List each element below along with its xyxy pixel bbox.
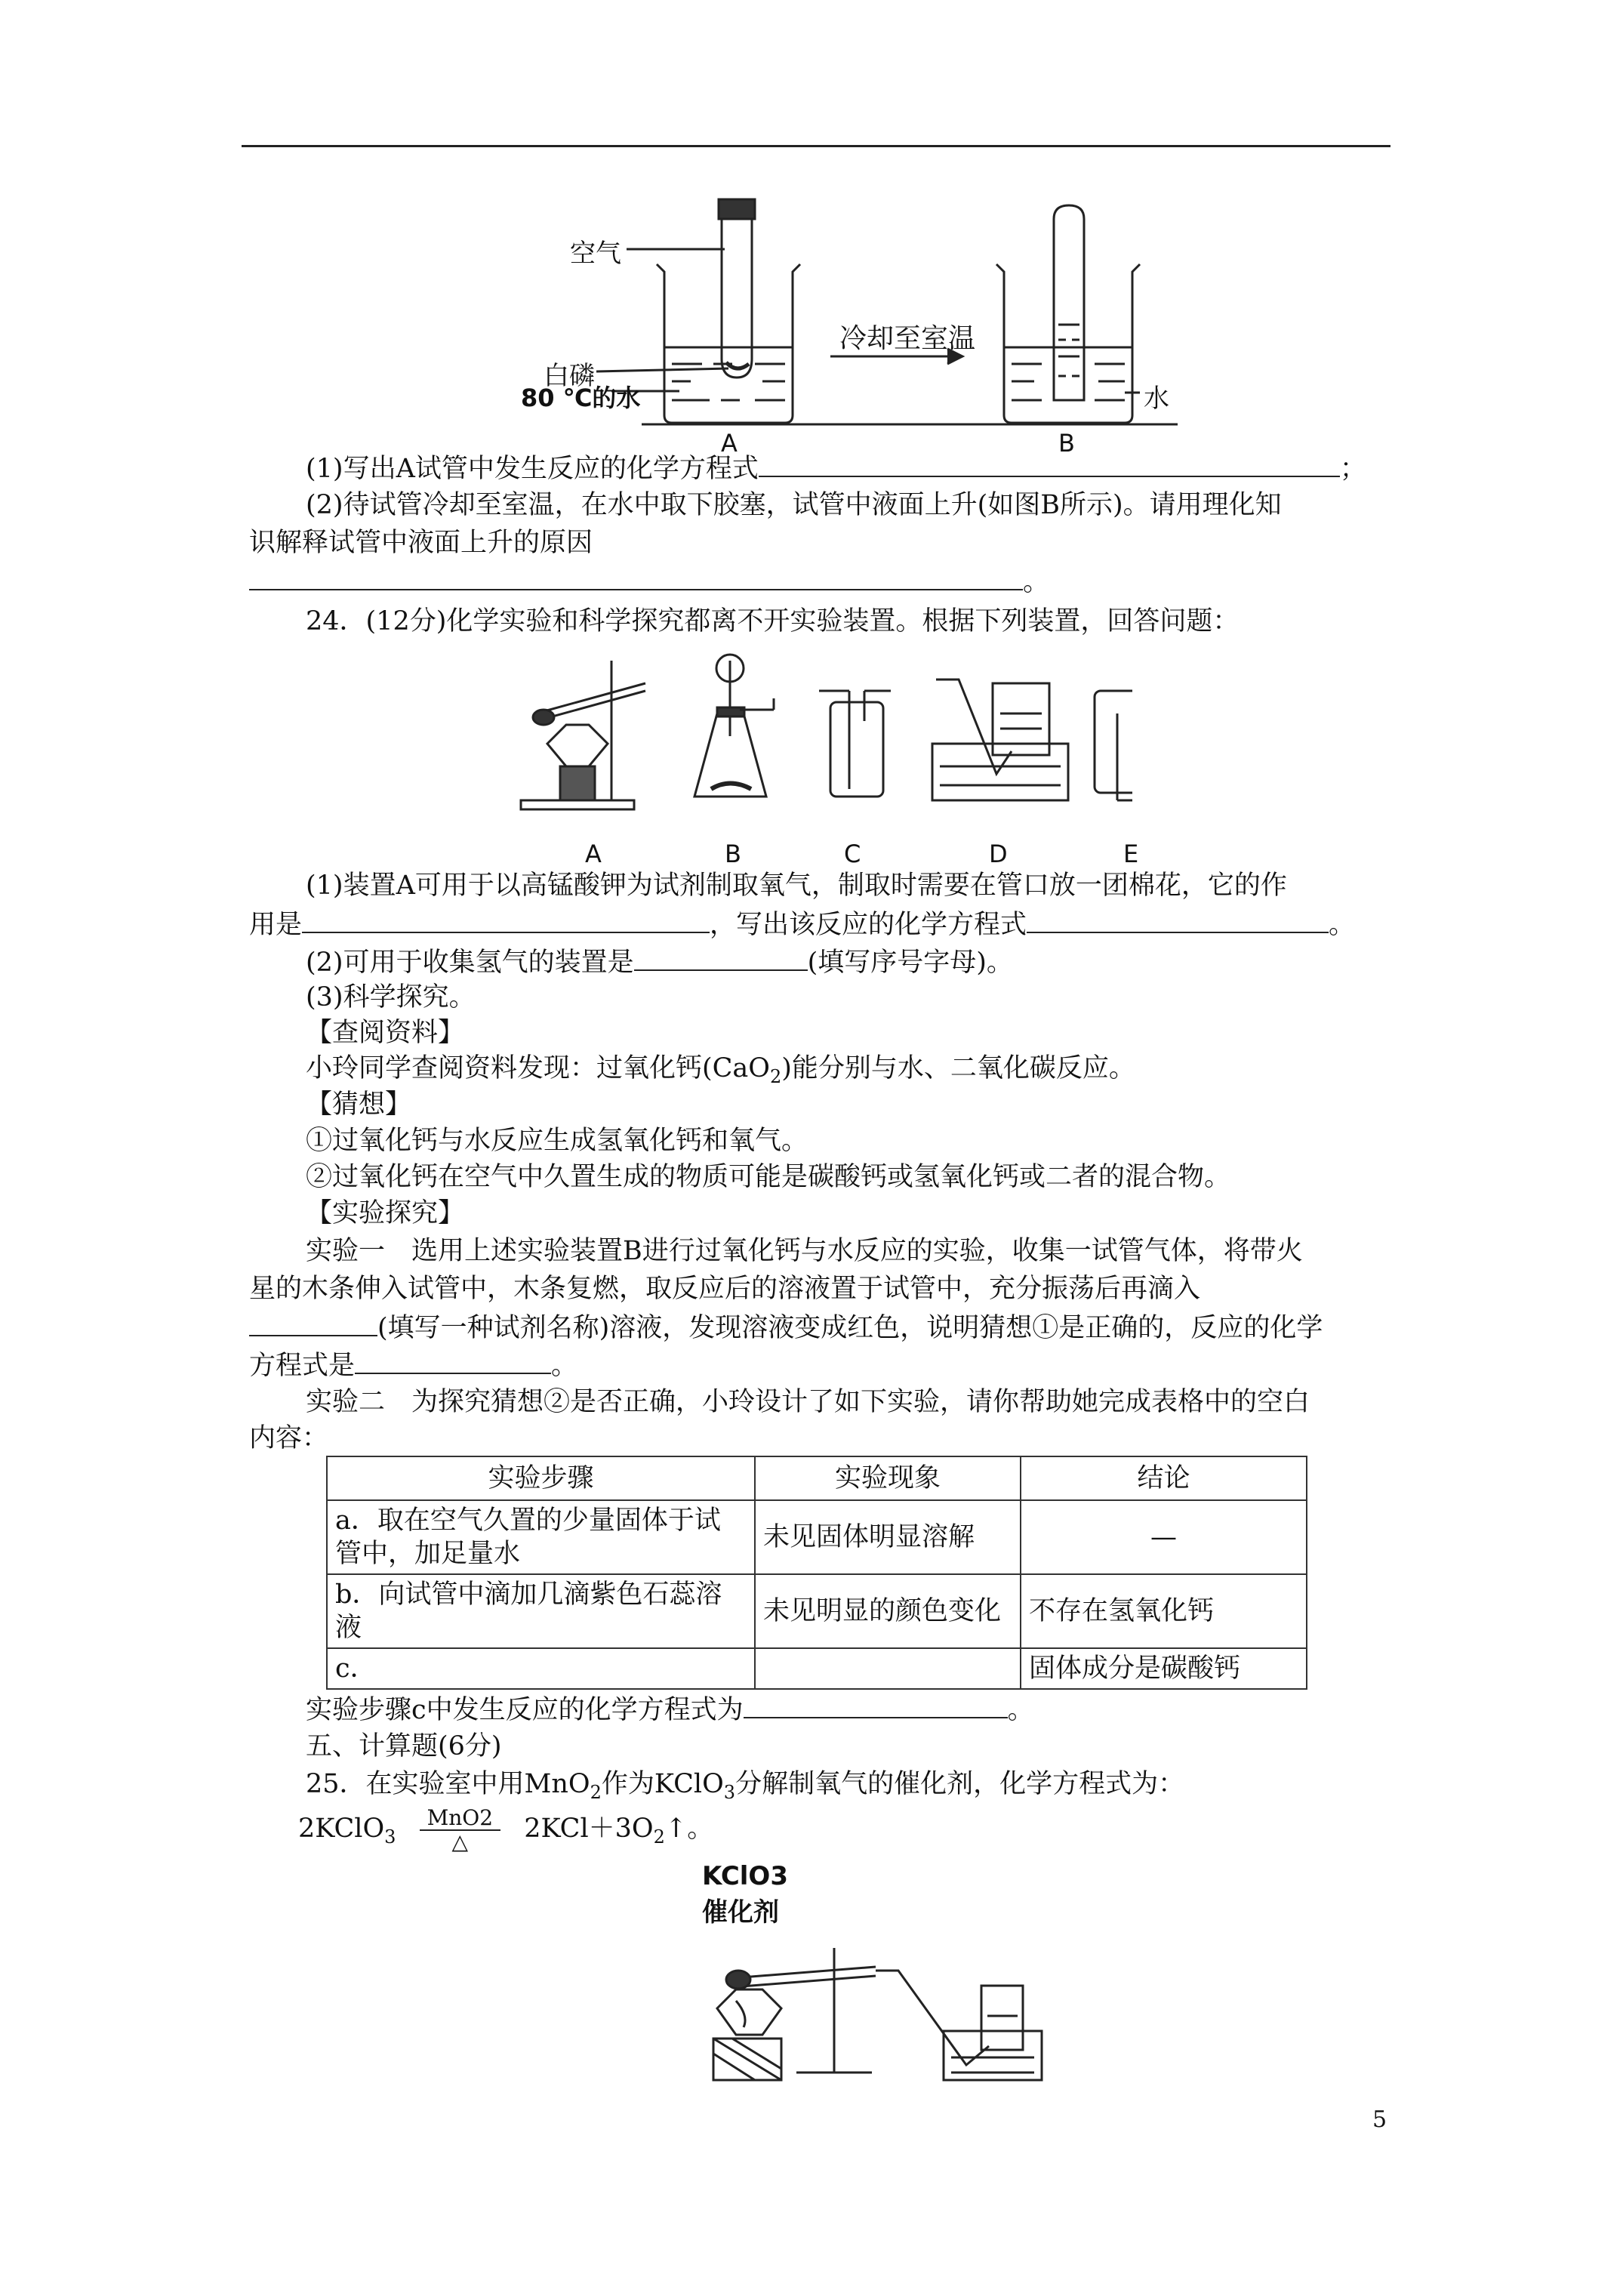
- table-cell: c．: [327, 1648, 755, 1689]
- page-number: 5: [1372, 2106, 1387, 2133]
- q23-part2-line2: 识解释试管中液面上升的原因: [249, 528, 593, 558]
- apparatus-label-e: E: [1123, 840, 1139, 868]
- figure-kclo3-apparatus: [702, 1933, 1095, 2084]
- exp1-line2: 星的木条伸入试管中，木条复燃，取反应后的溶液置于试管中，充分振荡后再滴入: [249, 1274, 1201, 1304]
- apparatus-label-c: C: [844, 840, 861, 868]
- table-cell: 固体成分是碳酸钙: [1021, 1648, 1307, 1689]
- table-cell: —: [1021, 1500, 1307, 1574]
- q24-hydrogen-device-blank[interactable]: [634, 944, 808, 971]
- figure-apparatus: [513, 646, 1132, 842]
- table-cell-blank[interactable]: [755, 1648, 1021, 1689]
- ref-text: 小玲同学查阅资料发现：过氧化钙(CaO$_2$)能分别与水、二氧化碳反应。: [306, 1053, 1135, 1087]
- header-rule: [242, 145, 1390, 147]
- fig-catalyst-label: 催化剂: [702, 1897, 779, 1928]
- q24-part1-line2: 用是 ，写出该反应的化学方程式 。: [249, 906, 1389, 942]
- apparatus-label-a: A: [585, 840, 602, 868]
- table-header-row: [327, 1456, 1307, 1500]
- q24-part3: (3)科学探究。: [306, 982, 476, 1012]
- q25-text: 25．在实验室中用MnO$_2$作为KClO$_3$分解制氧气的催化剂，化学方程式为：: [306, 1769, 1185, 1803]
- exp1-line4: 方程式是 。: [249, 1347, 1389, 1383]
- label-80c-water: 80 ℃的水: [521, 384, 641, 412]
- step-c-equation-blank[interactable]: [744, 1691, 1008, 1718]
- apparatus-label-d: D: [989, 840, 1008, 868]
- label-cool-to-room-temp: 冷却至室温: [839, 323, 976, 354]
- guess-heading: 【猜想】: [306, 1089, 412, 1120]
- guess-2: ②过氧化钙在空气中久置生成的物质可能是碳酸钙或氢氧化钙或二者的混合物。: [306, 1162, 1231, 1192]
- q24-part2: (2)可用于收集氢气的装置是 (填写序号字母)。: [306, 944, 1389, 980]
- table-cell: a．取在空气久置的少量固体于试管中，加足量水: [327, 1500, 755, 1574]
- ref-heading: 【查阅资料】: [306, 1018, 465, 1048]
- q23-part2-line3: 。: [249, 563, 1389, 599]
- q23-part2-line1: (2)待试管冷却至室温，在水中取下胶塞，试管中液面上升(如图B所示)。请用理化知: [306, 490, 1282, 520]
- section5-heading: 五、计算题(6分): [306, 1731, 502, 1761]
- apparatus-label-b: B: [725, 840, 741, 868]
- table-cell: 不存在氢氧化钙: [1021, 1574, 1307, 1648]
- exp2-line1: 实验二 为探究猜想②是否正确，小玲设计了如下实验，请你帮助她完成表格中的空白: [306, 1387, 1310, 1417]
- table-row: [327, 1500, 1307, 1574]
- q24-cotton-purpose-blank[interactable]: [302, 906, 710, 933]
- q24-equation-blank[interactable]: [1027, 906, 1329, 933]
- explore-heading: 【实验探究】: [306, 1198, 465, 1228]
- table-row: [327, 1648, 1307, 1689]
- label-water: 水: [1144, 384, 1169, 414]
- q25-equation: 2KClO$_3$ MnO2 △ $2KCl+3O_2↑$。: [298, 1804, 714, 1854]
- exp1-equation-blank[interactable]: [355, 1347, 551, 1374]
- table-row: [327, 1574, 1307, 1648]
- table-header: 结论: [1021, 1456, 1307, 1500]
- reaction-condition: MnO2 △: [420, 1807, 500, 1854]
- exp1-line1: 实验一 选用上述实验装置B进行过氧化钙与水反应的实验，收集一试管气体，将带火: [306, 1236, 1303, 1266]
- table-cell: 未见明显的颜色变化: [755, 1574, 1021, 1648]
- fig-kclo3-label: KClO3: [702, 1861, 788, 1891]
- exp1-line3: (填写一种试剂名称)溶液，发现溶液变成红色，说明猜想①是正确的，反应的化学: [249, 1309, 1389, 1345]
- exp2-line2: 内容：: [249, 1423, 329, 1453]
- table-cell: b．向试管中滴加几滴紫色石蕊溶液: [327, 1574, 755, 1648]
- experiment-table: [326, 1456, 1307, 1690]
- figure-phosphorus-experiment: [513, 189, 1223, 461]
- q23-answer-blank-1[interactable]: [759, 450, 1340, 477]
- q23-answer-blank-2[interactable]: [249, 563, 1023, 590]
- label-a: A: [721, 429, 738, 458]
- table-header: 实验现象: [755, 1456, 1021, 1500]
- guess-1: ①过氧化钙与水反应生成氢氧化钙和氧气。: [306, 1126, 808, 1156]
- q24-part1-line1: (1)装置A可用于以高锰酸钾为试剂制取氧气，制取时需要在管口放一团棉花，它的作: [306, 871, 1287, 901]
- table-header: 实验步骤: [327, 1456, 755, 1500]
- label-air: 空气: [570, 239, 621, 269]
- q24-title: 24．(12分)化学实验和科学探究都离不开实验装置。根据下列装置，回答问题：: [306, 606, 1240, 636]
- exp1-reagent-blank[interactable]: [249, 1309, 377, 1336]
- table-cell: 未见固体明显溶解: [755, 1500, 1021, 1574]
- label-b: B: [1058, 429, 1075, 458]
- label-white-phosphorus: 白磷: [544, 361, 595, 391]
- q23-part1: (1)写出A试管中发生反应的化学方程式 ；: [306, 450, 1389, 486]
- after-table: 实验步骤c中发生反应的化学方程式为 。: [306, 1691, 1389, 1727]
